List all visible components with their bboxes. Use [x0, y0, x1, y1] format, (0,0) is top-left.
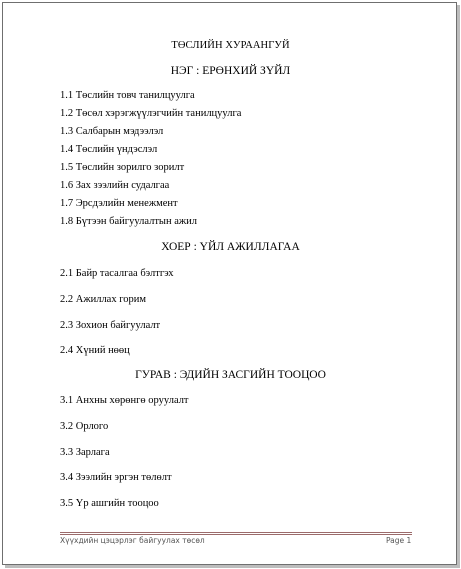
- toc-item-3-2: 3.2 Орлого: [60, 421, 109, 432]
- section-heading-1: НЭГ : ЕРӨНХИЙ ЗҮЙЛ: [170, 65, 291, 77]
- toc-item-1-1: 1.1 Төслийн товч танилцуулга: [60, 90, 195, 101]
- footer-document-name: Хүүхдийн цэцэрлэг байгуулах төсөл: [60, 536, 205, 545]
- section-heading-3: ГУРАВ : ЭДИЙН ЗАСГИЙН ТООЦОО: [135, 369, 326, 381]
- footer-divider: [60, 532, 412, 533]
- toc-item-1-5: 1.5 Төслийн зорилго зорилт: [60, 162, 185, 173]
- toc-item-3-5: 3.5 Үр ашгийн тооцоо: [60, 498, 159, 509]
- toc-item-1-4: 1.4 Төслийн үндэслэл: [60, 144, 158, 155]
- document-page: [2, 2, 457, 565]
- document-title: ТӨСЛИЙН ХУРААНГУЙ: [171, 40, 290, 51]
- toc-item-2-2: 2.2 Ажиллах горим: [60, 294, 147, 305]
- footer-divider-inner: [60, 534, 412, 535]
- toc-item-3-3: 3.3 Зарлага: [60, 447, 110, 458]
- toc-item-1-3: 1.3 Салбарын мэдээлэл: [60, 126, 164, 137]
- toc-item-2-3: 2.3 Зохион байгуулалт: [60, 320, 161, 331]
- toc-item-3-4: 3.4 Зээлийн эргэн төлөлт: [60, 472, 172, 483]
- section-heading-2: ХОЕР : ҮЙЛ АЖИЛЛАГАА: [161, 241, 300, 253]
- page-shadow-right: [457, 5, 460, 568]
- toc-item-2-4: 2.4 Хүний нөөц: [60, 345, 130, 356]
- footer-page-number: Page 1: [386, 536, 412, 545]
- toc-item-1-2: 1.2 Төсөл хэрэгжүүлэгчийн танилцуулга: [60, 108, 242, 119]
- toc-item-1-6: 1.6 Зах зээлийн судалгаа: [60, 180, 170, 191]
- toc-item-2-1: 2.1 Байр тасалгаа бэлтгэх: [60, 268, 174, 279]
- toc-item-1-8: 1.8 Бүтээн байгуулалтын ажил: [60, 216, 197, 227]
- toc-item-3-1: 3.1 Анхны хөрөнгө оруулалт: [60, 395, 189, 406]
- toc-item-1-7: 1.7 Эрсдэлийн менежмент: [60, 198, 178, 209]
- page-shadow-bottom: [5, 565, 460, 568]
